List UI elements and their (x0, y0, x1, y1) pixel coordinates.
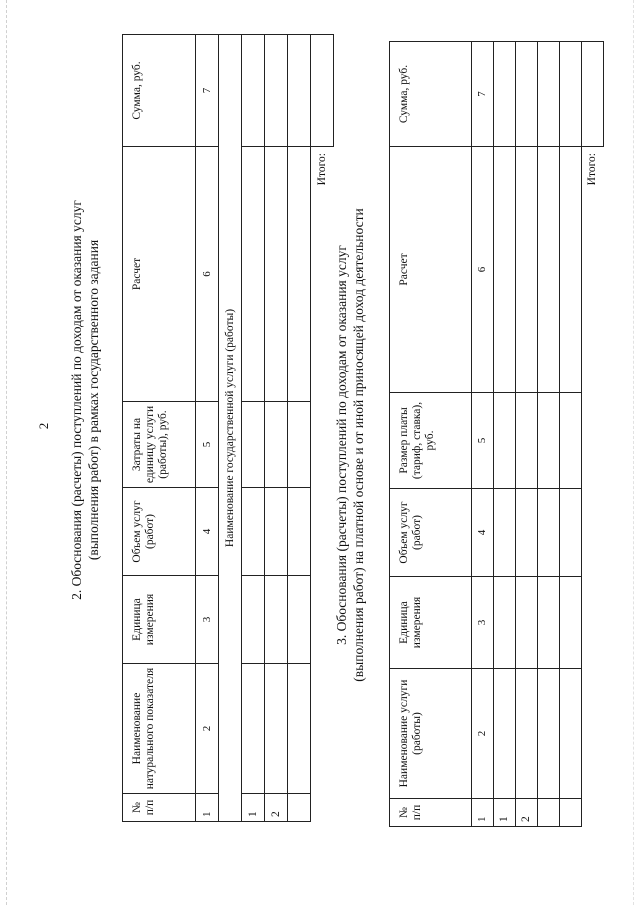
section2-total-value (311, 35, 334, 147)
table-cell (560, 147, 582, 393)
section3-header-num: № п/п (390, 799, 472, 827)
section3-row-number: 2 (516, 799, 538, 827)
table-cell (242, 402, 265, 488)
section3-heading (333, 45, 367, 845)
section2-header-num: № п/п (123, 794, 196, 822)
section2-colnum: 2 (196, 664, 219, 794)
section2-header-cost: Затраты на единицу услуги (работы), руб. (123, 402, 196, 488)
table-cell (288, 664, 311, 794)
section2-colnum: 1 (196, 794, 219, 822)
section2-row-number: 1 (242, 794, 265, 822)
section2-colnum: 3 (196, 576, 219, 664)
table-cell (242, 576, 265, 664)
section3-header-sum: Сумма, руб. (390, 42, 472, 147)
table-cell (494, 147, 516, 393)
page-number: 2 (36, 422, 51, 430)
section2-service-name-row: Наименование государственной услуги (работы) (219, 35, 242, 822)
table-cell (538, 147, 560, 393)
table-cell (288, 147, 311, 402)
section3-title-line2: (выполнения работ) на платной основе и от иной приносящей доход деятельности (351, 208, 366, 682)
section3-header-unit: Единица измерения (390, 577, 472, 669)
section3-header-volume: Объем услуг (работ) (390, 489, 472, 577)
section2-colnum: 7 (196, 35, 219, 147)
section2-title-line1: 2. Обоснования (расчеты) поступлений по доходам от оказания услуг (69, 200, 84, 600)
table-cell (494, 577, 516, 669)
section3-colnum: 2 (472, 669, 494, 799)
section3-total-row (582, 42, 604, 827)
table-row (265, 35, 288, 822)
section2-header-unit: Единица измерения (123, 576, 196, 664)
section3-header-row (390, 42, 472, 827)
table-row (288, 35, 311, 822)
section2-colnum: 6 (196, 147, 219, 402)
table-cell (494, 42, 516, 147)
table-cell (560, 393, 582, 489)
table-cell (582, 393, 604, 827)
section2-header-sum: Сумма, руб. (123, 35, 196, 147)
table-cell (560, 577, 582, 669)
section2-header-calc: Расчет (123, 147, 196, 402)
table-cell (538, 393, 560, 489)
table-cell (242, 488, 265, 576)
table-cell (242, 147, 265, 402)
table-cell (265, 35, 288, 147)
table-cell (265, 576, 288, 664)
table-row (494, 42, 516, 827)
table-cell (560, 489, 582, 577)
section3-colnum: 5 (472, 393, 494, 489)
section3-colnum: 1 (472, 799, 494, 827)
table-cell (516, 42, 538, 147)
table-cell (516, 577, 538, 669)
section3-row-number (560, 799, 582, 827)
table-cell (265, 488, 288, 576)
section2-header-name: Наименование натурального показателя (123, 664, 196, 794)
table-cell (288, 576, 311, 664)
section2-row-number: 2 (265, 794, 288, 822)
table-cell (560, 669, 582, 799)
section3-total-value (582, 42, 604, 147)
section3-table (389, 41, 604, 827)
section2-colnum: 5 (196, 402, 219, 488)
section3-header-name: Наименование услуги (работы) (390, 669, 472, 799)
table-cell (516, 489, 538, 577)
section2-header-volume: Объем услуг (работ) (123, 488, 196, 576)
section3-header-rate: Размер платы (тариф, ставка), руб. (390, 393, 472, 489)
table-cell (494, 393, 516, 489)
table-cell (516, 147, 538, 393)
section3-colnum-row (472, 42, 494, 827)
table-cell (311, 402, 334, 822)
section2-title-line2: (выполнения работ) в рамках государственного задания (86, 239, 101, 561)
table-cell (494, 669, 516, 799)
table-row (242, 35, 265, 822)
table-row (538, 42, 560, 827)
table-cell (265, 664, 288, 794)
table-cell (516, 393, 538, 489)
section2-span-row (219, 35, 242, 822)
table-cell (265, 402, 288, 488)
section2-heading (68, 75, 102, 725)
table-cell (242, 664, 265, 794)
section2-colnum-row (196, 35, 219, 822)
section3-row-number (538, 799, 560, 827)
table-cell (288, 402, 311, 488)
section2-colnum: 4 (196, 488, 219, 576)
table-cell (288, 35, 311, 147)
section2-row-number (288, 794, 311, 822)
section3-colnum: 6 (472, 147, 494, 393)
section3-title-line1: 3. Обоснования (расчеты) поступлений по доходам от оказания услуг (334, 245, 349, 645)
table-cell (494, 489, 516, 577)
section3-colnum: 4 (472, 489, 494, 577)
table-cell (560, 42, 582, 147)
table-cell (538, 42, 560, 147)
section2-header-row (123, 35, 196, 822)
section2-total-label: Итого: (311, 147, 334, 402)
table-cell (265, 147, 288, 402)
section3-header-calc: Расчет (390, 147, 472, 393)
section3-row-number: 1 (494, 799, 516, 827)
section2-table (122, 34, 334, 822)
table-cell (538, 489, 560, 577)
section2-total-row (311, 35, 334, 822)
table-cell (538, 577, 560, 669)
section3-colnum: 3 (472, 577, 494, 669)
table-row (560, 42, 582, 827)
table-cell (516, 669, 538, 799)
table-cell (538, 669, 560, 799)
table-cell (288, 488, 311, 576)
table-cell (242, 35, 265, 147)
section3-colnum: 7 (472, 42, 494, 147)
table-row (516, 42, 538, 827)
section3-total-label: Итого: (582, 147, 604, 393)
